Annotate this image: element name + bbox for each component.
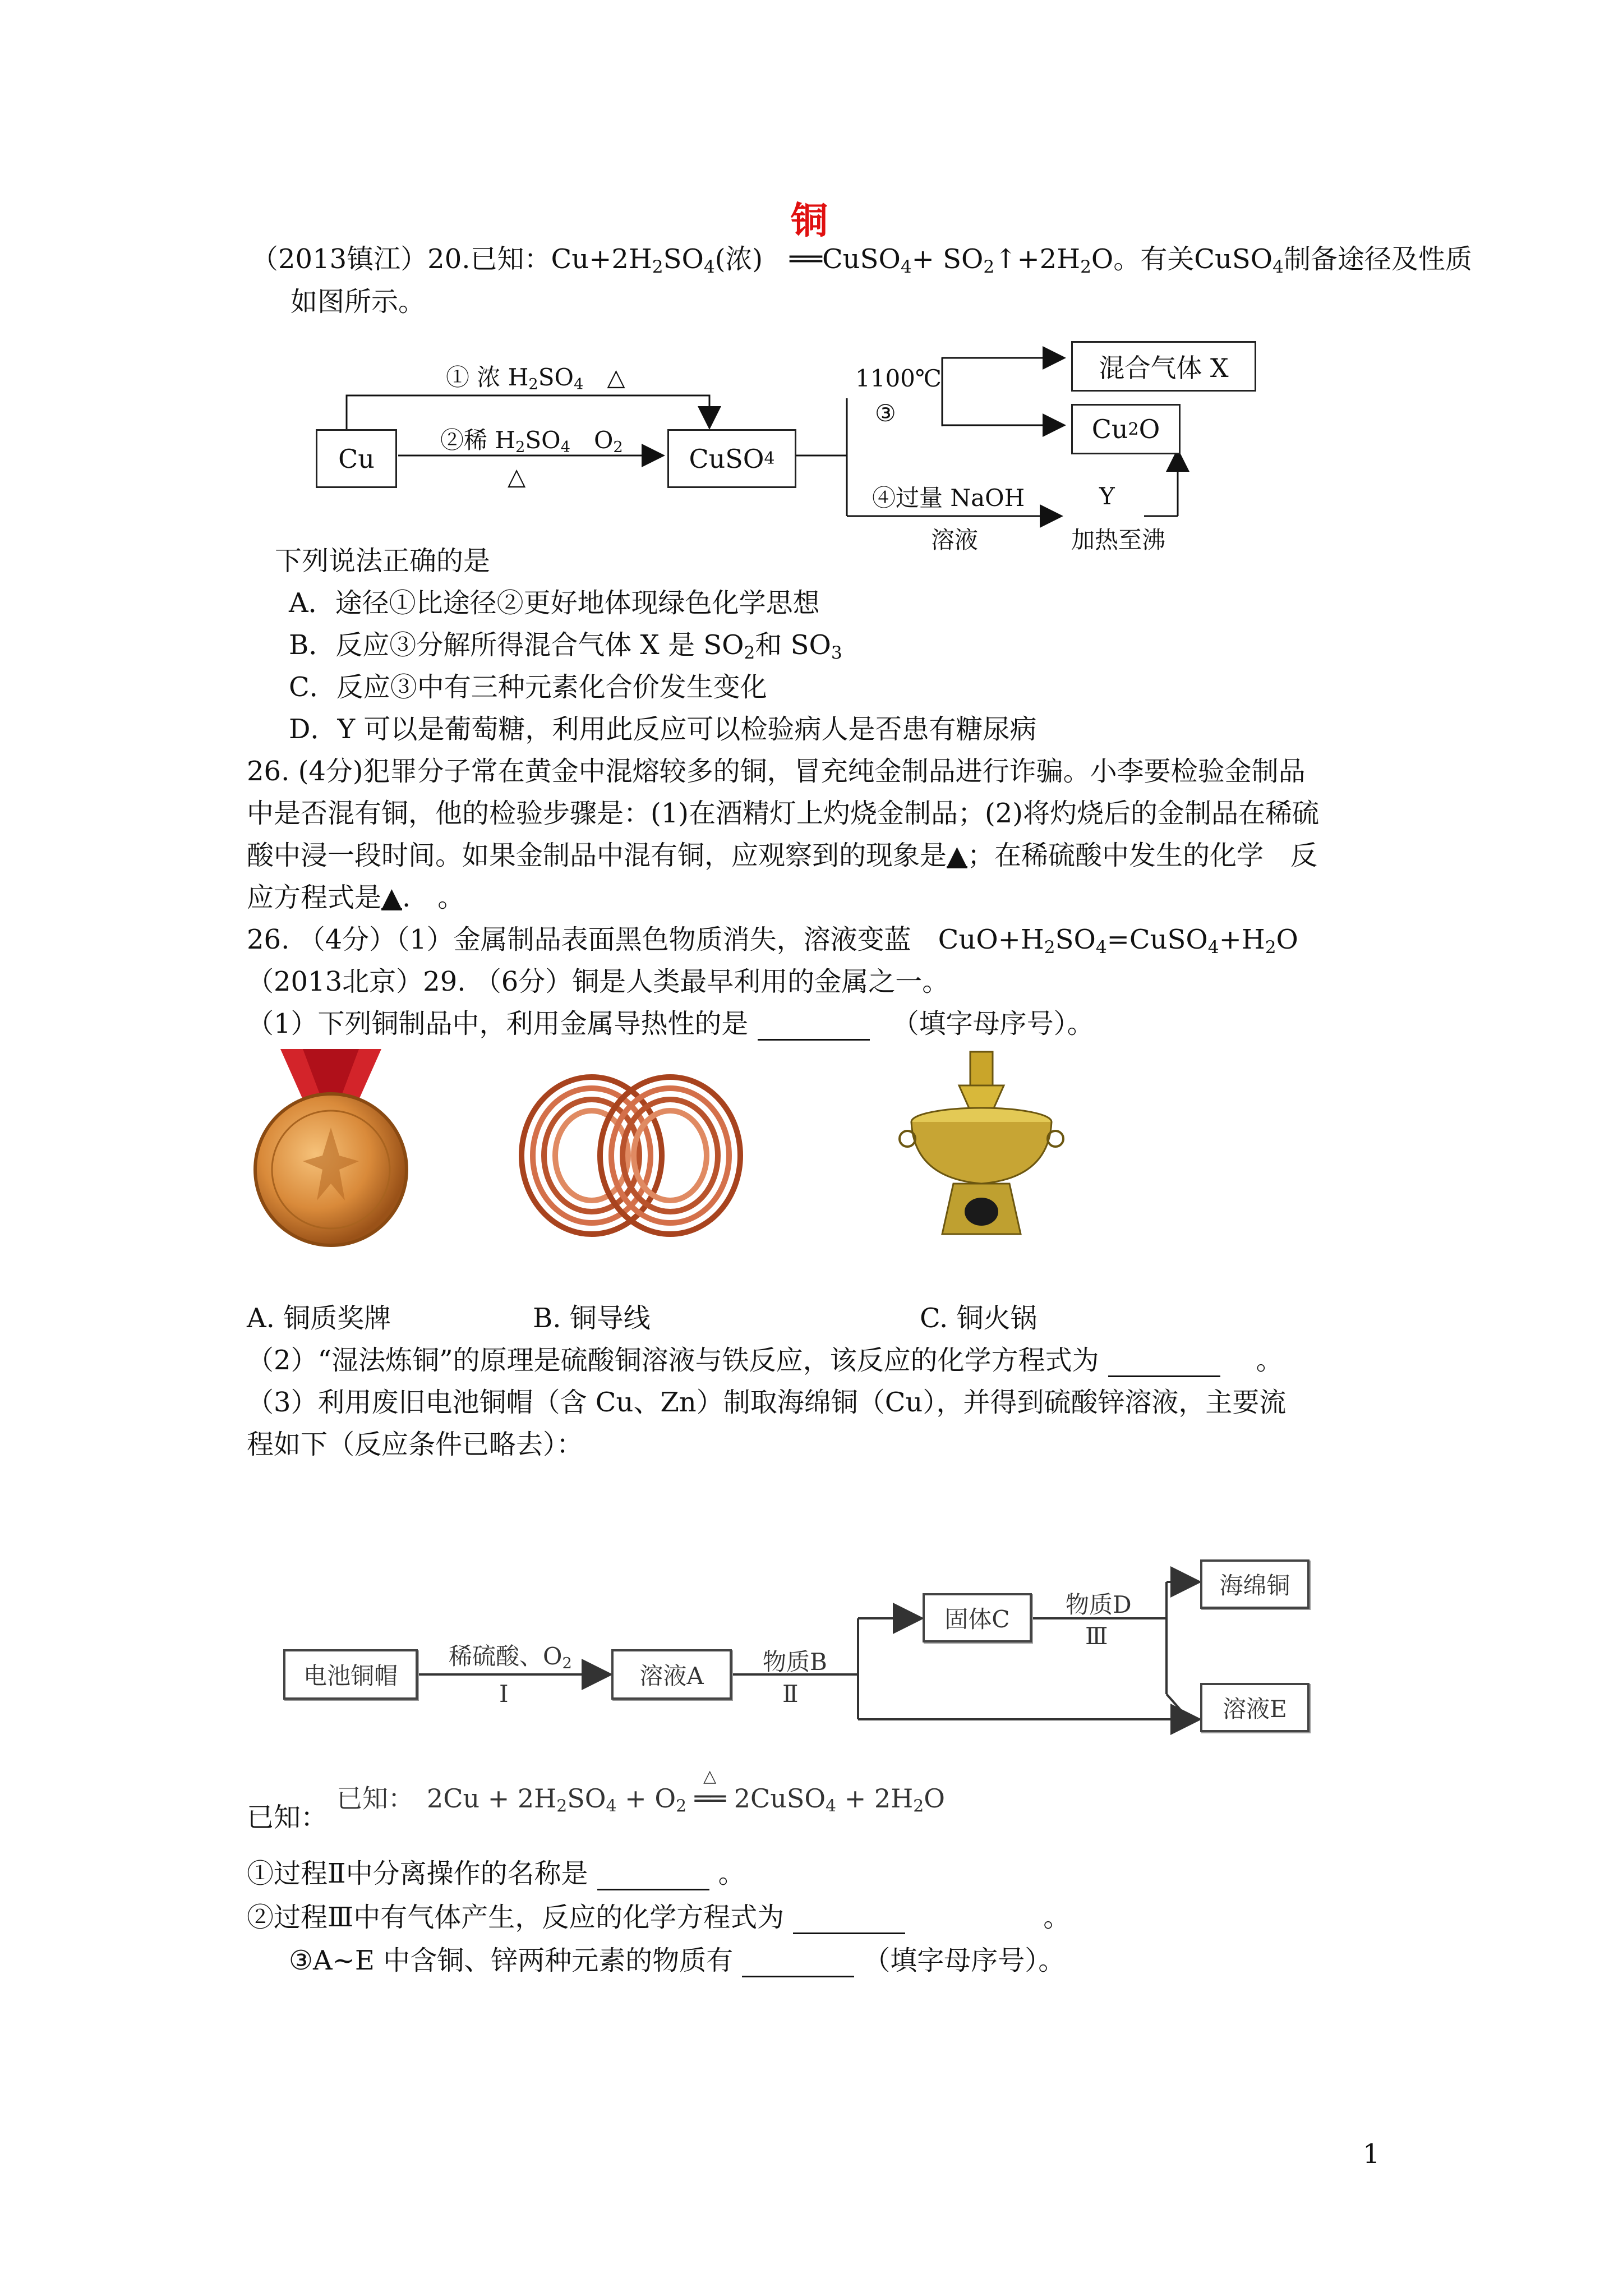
route2-heat: △: [508, 463, 526, 490]
q20-intro: （2013镇江）20.已知：$Cu+2H_2SO_4$(浓) ══CuSO$_4$+ $SO_2↑+2H_2O$。有关CuSO$_4$制备途径及性质: [251, 243, 1473, 277]
flow-solution-a: 溶液A: [611, 1649, 732, 1700]
reaction4-solution: 溶液: [931, 526, 979, 554]
q26-line3: 酸中浸一段时间。如果金制品中混有铜，应观察到的现象是▲；在稀硫酸中发生的化学 反: [247, 840, 1317, 871]
flow-step1-label: 稀硫酸、$O_2$: [449, 1642, 572, 1672]
flow-solution-e: 溶液E: [1200, 1683, 1310, 1732]
copper-wire-image: [508, 1055, 754, 1257]
flow-solid-c: 固体C: [923, 1593, 1032, 1642]
flow-step2-num: Ⅱ: [782, 1680, 799, 1708]
q29-intro: （2013北京）29. （6分）铜是人类最早利用的金属之一。: [247, 966, 949, 997]
copper-medal-image: [247, 1049, 415, 1273]
flow-step1-num: Ⅰ: [499, 1680, 509, 1708]
reaction4-label: ④过量 NaOH: [872, 484, 1025, 512]
product-label-a: A. 铜质奖牌: [247, 1303, 391, 1334]
q29-part2: （2）“湿法炼铜”的原理是硫酸铜溶液与铁反应，该反应的化学方程式为 。: [247, 1345, 1283, 1376]
product-label-c: C. 铜火锅: [920, 1303, 1038, 1334]
reaction3-label: ③: [875, 399, 896, 427]
cuso4-box: CuSO 4: [667, 429, 796, 488]
flow-step2-label: 物质B: [763, 1648, 827, 1676]
flow-step3-label: 物质D: [1066, 1591, 1132, 1618]
page-number: 1: [1363, 2138, 1380, 2170]
cu-box: Cu: [316, 429, 397, 488]
flow-sponge-copper: 海绵铜: [1200, 1559, 1310, 1609]
route1-label: ① 浓 $H_2SO_4$ △: [446, 364, 625, 393]
y-label: Y: [1099, 482, 1115, 510]
flow-step3-num: Ⅲ: [1085, 1622, 1108, 1650]
q20-stem: 下列说法正确的是: [275, 545, 491, 577]
q26-line2: 中是否混有铜，他的检验步骤是：(1)在酒精灯上灼烧金制品；(2)将灼烧后的金制品在稀硫: [247, 798, 1319, 829]
route2-label: ②稀 $H_2SO_4$ $O_2$: [440, 426, 623, 456]
copper-hotpot-image: [897, 1049, 1066, 1262]
page-title: 铜: [791, 199, 828, 242]
temp-label: 1100℃: [855, 365, 942, 392]
q20-option-b: B．反应③分解所得混合气体 X 是 $SO_2$和 $SO_3$: [289, 629, 842, 663]
q29-sub2: ②过程Ⅲ中有气体产生，反应的化学方程式为 。: [247, 1902, 1071, 1933]
q20-option-c: C．反应③中有三种元素化合价发生变化: [289, 671, 767, 703]
q20-intro-cont: 如图所示。: [291, 286, 426, 318]
cu2o-box: Cu 2 O: [1071, 404, 1181, 454]
q26-line1: 26. (4分)犯罪分子常在黄金中混熔较多的铜，冒充纯金制品进行诈骗。小李要检验金制品: [247, 756, 1306, 787]
known-equation: 已知： $2Cu + 2H_2SO_4 + O_2$ △ ══ 2CuSO$_4$ + $2H_2O$: [336, 1766, 945, 1816]
q29-part1: （1）下列铜制品中，利用金属导热性的是 （填字母序号）。: [247, 1008, 1094, 1039]
answer-mark: ▲: [947, 840, 967, 871]
heat-boil-label: 加热至沸: [1071, 526, 1166, 554]
q26-answer: 26. （4分）（1）金属制品表面黑色物质消失，溶液变蓝 $CuO+H_2SO_4=CuSO_4+H_2O$: [247, 924, 1298, 958]
q26-line4: 应方程式是▲. 。: [247, 882, 465, 913]
gas-x-box: 混合气体 X: [1071, 341, 1256, 392]
flow-battery-cap: 电池铜帽: [283, 1649, 418, 1700]
q20-option-d: D．Y 可以是葡萄糖，利用此反应可以检验病人是否患有糖尿病: [289, 714, 1037, 745]
q29-sub1: ①过程Ⅱ中分离操作的名称是 。: [247, 1858, 745, 1889]
q29-part3-cont: 程如下（反应条件已略去）：: [247, 1429, 584, 1460]
product-label-b: B. 铜导线: [533, 1303, 651, 1334]
answer-mark: ▲: [381, 882, 402, 913]
known-label: 已知：: [247, 1802, 328, 1833]
q29-sub3: ③A~E 中含铜、锌两种元素的物质有 （填字母序号）。: [289, 1945, 1066, 1976]
q29-part3: （3）利用废旧电池铜帽（含 Cu、Zn）制取海绵铜（Cu），并得到硫酸锌溶液，主要流: [247, 1387, 1287, 1418]
q20-option-a: A．途径①比途径②更好地体现绿色化学思想: [289, 587, 820, 619]
